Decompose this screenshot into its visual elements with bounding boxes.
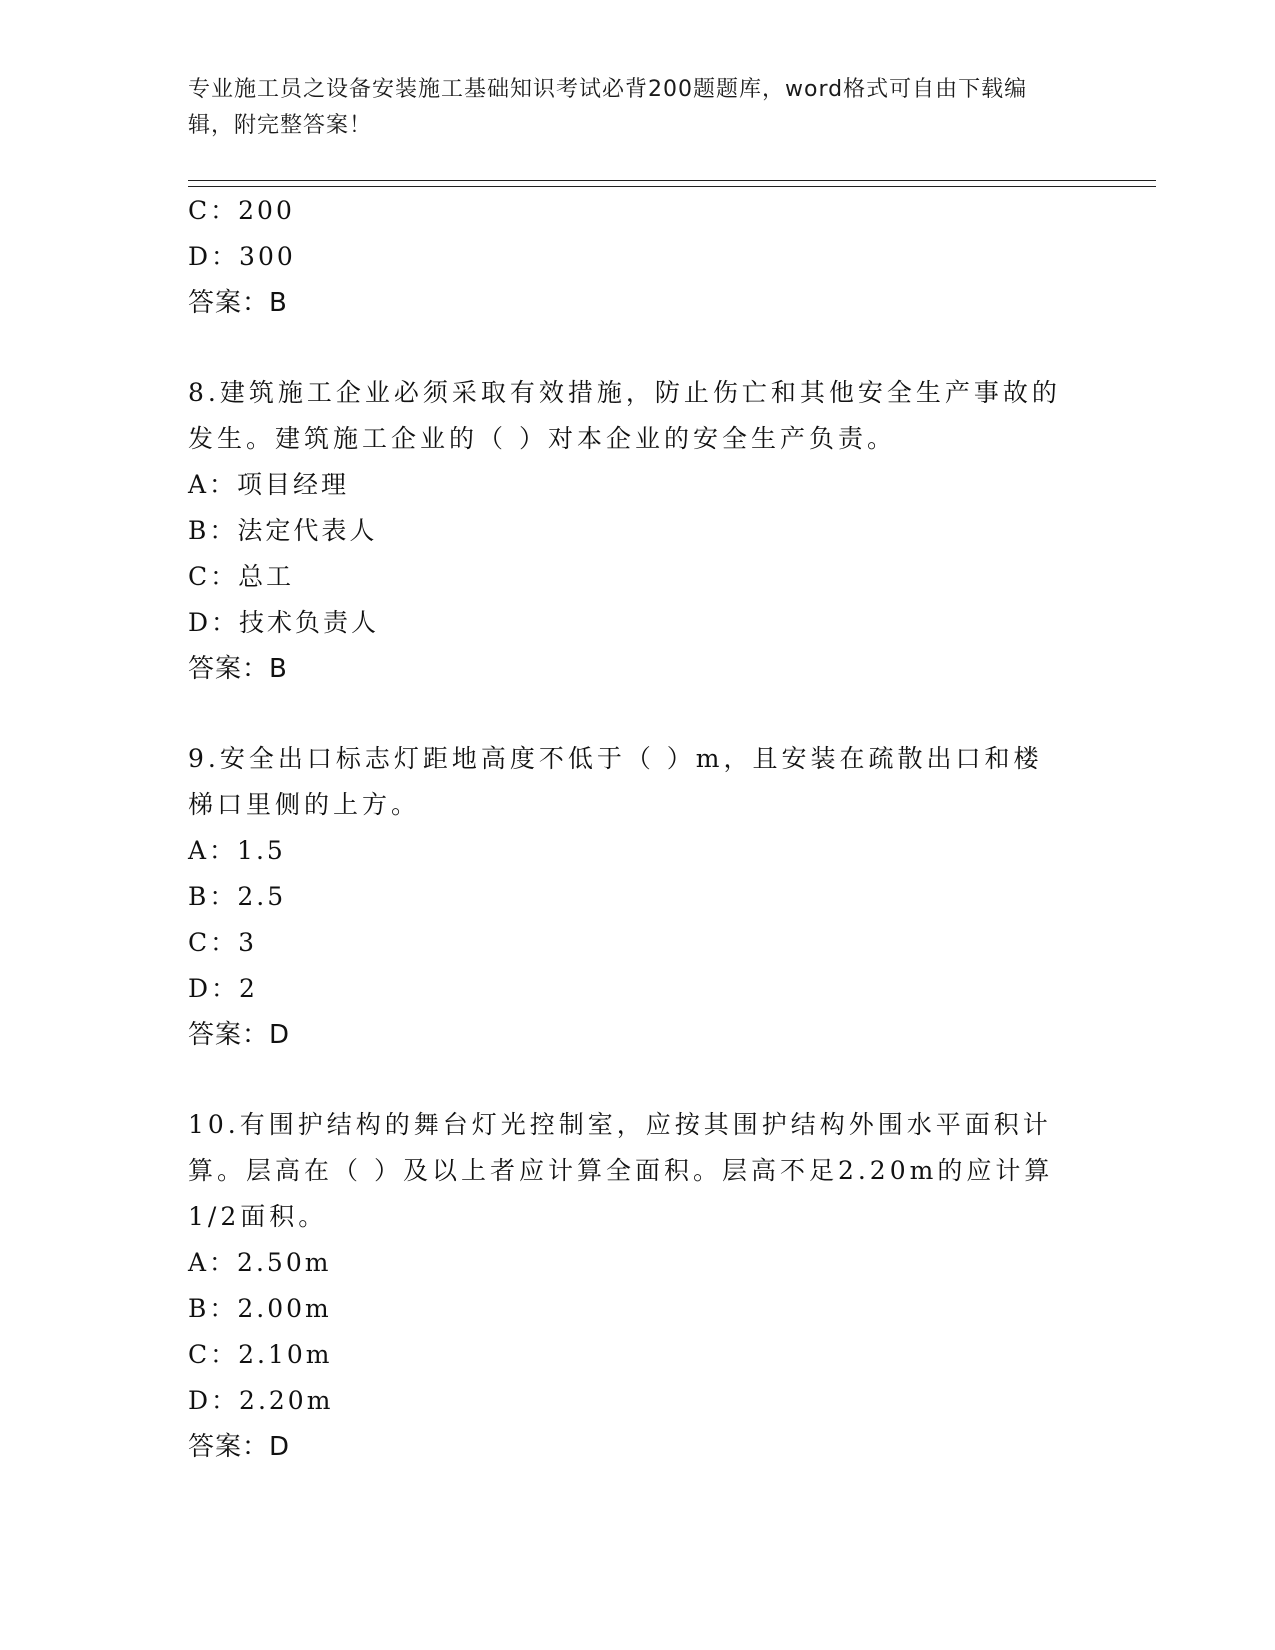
spacer — [188, 1058, 1088, 1102]
question-list — [188, 188, 1088, 1470]
option-c: C：2.10m — [188, 1340, 333, 1369]
question-8 — [188, 370, 1088, 692]
option-d: D：2.20m — [188, 1386, 334, 1415]
answer-label: 答案：D — [188, 1020, 291, 1050]
option-d: D：2 — [188, 974, 258, 1003]
answer-label: 答案：D — [188, 1432, 291, 1462]
option-a: A：2.50m — [188, 1248, 332, 1277]
option-d: D：技术负责人 — [188, 608, 380, 637]
header-divider-top — [188, 180, 1156, 181]
option-a: A：项目经理 — [188, 470, 350, 499]
option-d: D：300 — [188, 242, 296, 271]
question-stem: 10.有围护结构的舞台灯光控制室，应按其围护结构外围水平面积计算。层高在（ ）及以上者应计算全面积。层高不足2.20m的应计算1/2面积。 — [188, 1110, 1054, 1231]
question-9 — [188, 736, 1088, 1058]
spacer — [188, 692, 1088, 736]
question-stem: 9.安全出口标志灯距地高度不低于（ ）m，且安装在疏散出口和楼梯口里侧的上方。 — [188, 744, 1043, 819]
document-header: 专业施工员之设备安装施工基础知识考试必背200题题库，word格式可自由下载编辑，附完整答案！ — [188, 77, 1028, 138]
option-b: B：2.5 — [188, 882, 287, 911]
answer-label: 答案：B — [188, 288, 288, 318]
question-10 — [188, 1102, 1088, 1470]
answer-label: 答案：B — [188, 654, 288, 684]
option-b: B：2.00m — [188, 1294, 332, 1323]
question-7-tail — [188, 188, 1088, 326]
spacer — [188, 326, 1088, 370]
option-c: C：3 — [188, 928, 258, 957]
header-divider-bottom — [188, 186, 1156, 187]
option-a: A：1.5 — [188, 836, 286, 865]
question-stem: 8.建筑施工企业必须采取有效措施，防止伤亡和其他安全生产事故的发生。建筑施工企业的（ ）对本企业的安全生产负责。 — [188, 378, 1061, 453]
option-c: C：总工 — [188, 562, 295, 591]
option-b: B：法定代表人 — [188, 516, 378, 545]
option-c: C：200 — [188, 196, 295, 225]
